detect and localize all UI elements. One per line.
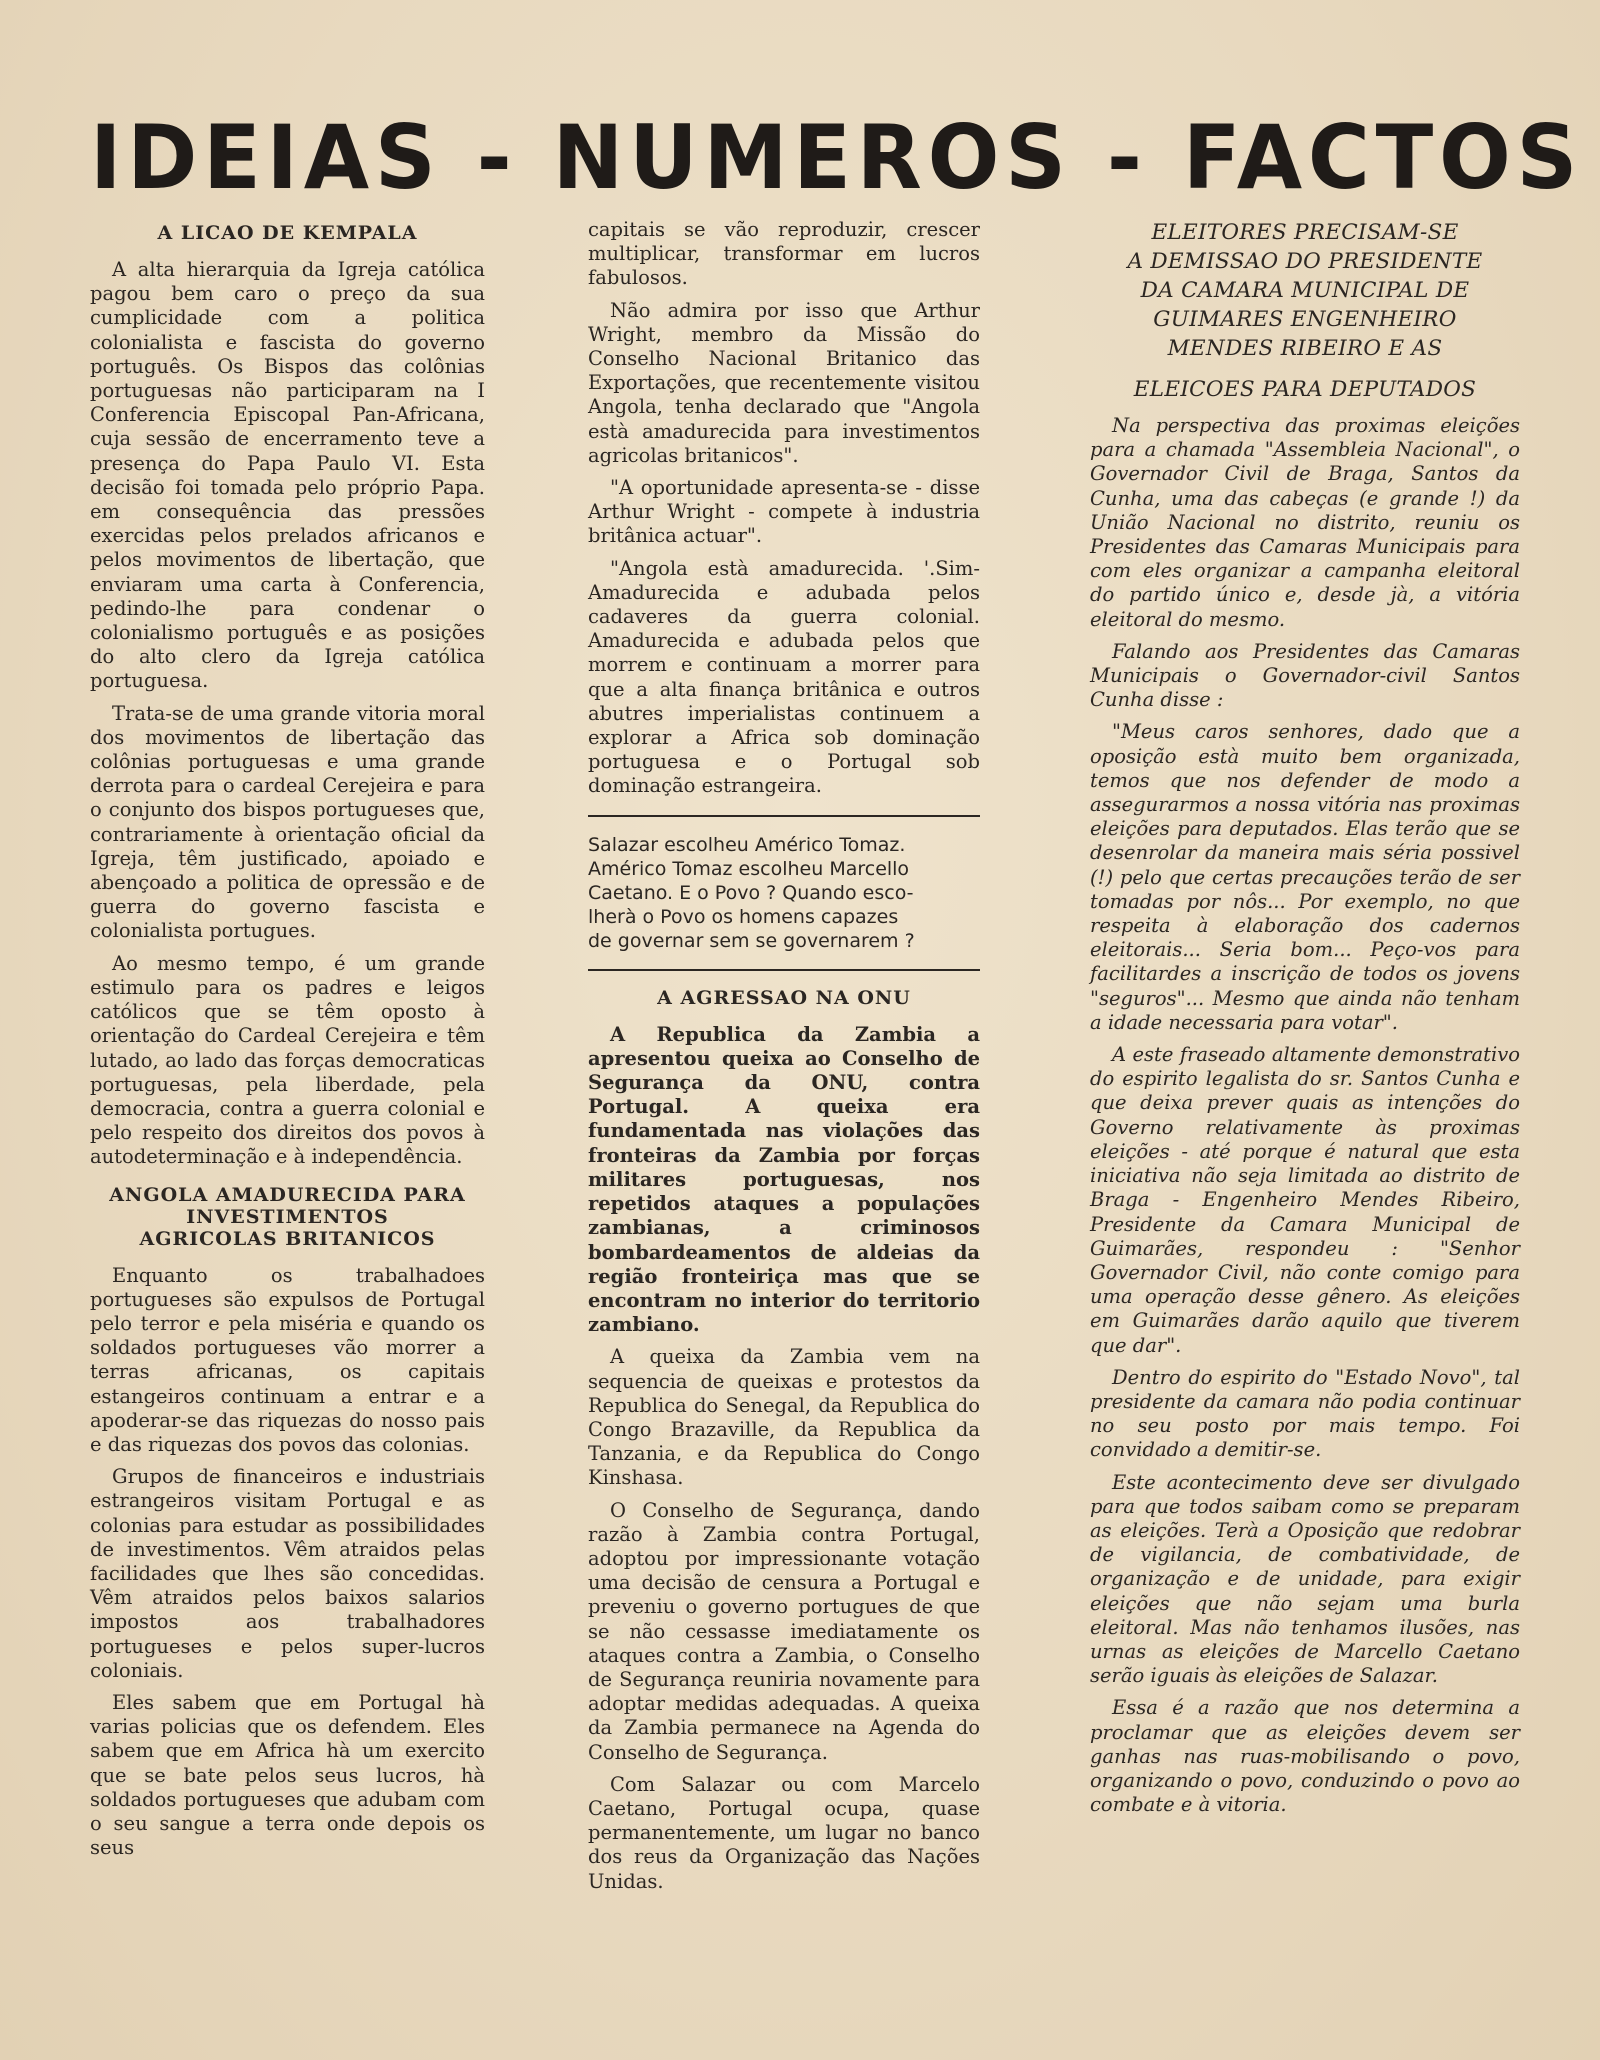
column-left (90, 218, 485, 1868)
article-paragraph: Grupos de financeiros e industriais estrangeiros visitam Portugal e as colonias para estudar as possibilidades de investimentos. Vêm atraidos pelas facilidades que lhes são concedidas. Vêm atraidos pelos baixos salarios impostos aos trabalhadores portugueses e pelos super-lucros coloniais. (90, 1465, 485, 1682)
article-paragraph: A alta hierarquia da Igreja católica pagou bem caro o preço da sua cumplicidade com a politica colonialista e fascista do governo português. Os Bispos das colônias portuguesas não participaram na I Conferencia Episcopal Pan-Africana, cuja sessão de encerramento teve a presença do Papa Paulo VI. Esta decisão foi tomada pelo próprio Papa. em consequência das pressões exercidas pelos prelados africanos e pelos movimentos de libertação, que enviaram uma carta à Conferencia, pedindo-lhe para condenar o colonialismo português e as posições do alto clero da Igreja católica portuguesa. (90, 258, 485, 693)
column-middle (588, 218, 980, 1902)
heading-line: INVESTIMENTOS (186, 1205, 389, 1228)
article-paragraph: Enquanto os trabalhadoes portugueses são expulsos de Portugal pelo terror e pela miséria e quando os soldados portugueses vão morrer a terras africanas, os capitais estangeiros continuam a entrar e a apoderar-se das riquezas do nosso pais e das riquezas dos povos das colonias. (90, 1263, 485, 1456)
boxed-note-line: de governar sem se governarem ? (588, 929, 915, 952)
heading-line: AGRICOLAS BRITANICOS (139, 1227, 436, 1250)
heading-line: GUIMARES ENGENHEIRO (1153, 307, 1457, 332)
heading-line: ELEICOES PARA DEPUTADOS (1133, 377, 1477, 402)
article-paragraph: Dentro do espirito do "Estado Novo", tal presidente da camara não podia continuar no seu posto por mais tempo. Foi convidado a demitir-se. (1090, 1365, 1520, 1462)
article-paragraph: A Republica da Zambia a apresentou queixa ao Conselho de Segurança da ONU, contra Portugal. A queixa era fundamentada nas violações das fronteiras da Zambia por forças militares portuguesas, nos repetidos ataques a populações zambianas, a criminosos bombardeamentos de aldeias da região fronteiriça mas que se encontram no interior do territorio zambiano. (588, 1022, 980, 1337)
article-paragraph: A este fraseado altamente demonstrativo do espirito legalista do sr. Santos Cunha e que deixa prever quais as intenções do Governo relativamente às proximas eleições - até porque é natural que esta iniciativa não seja limitada ao distrito de Braga - Engenheiro Mendes Ribeiro, Presidente da Camara Municipal de Guimarães, respondeu : "Senhor Governador Civil, não conte comigo para uma operação desse gênero. As eleições em Guimarães darão aquilo que tiverem que dar". (1090, 1043, 1520, 1357)
article-paragraph: Não admira por isso que Arthur Wright, membro da Missão do Conselho Nacional Britanico das Exportações, que recentemente visitou Angola, tenha declarado que "Angola està amadurecida para investimentos agricolas britanicos". (588, 298, 980, 467)
article-heading-eleitores (1090, 218, 1520, 404)
heading-line: DA CAMARA MUNICIPAL DE (1140, 278, 1470, 303)
article-paragraph: "Meus caros senhores, dado que a oposição està muito bem organizada, temos que nos defender de modo a assegurarmos a nossa vitória nas proximas eleições para deputados. Elas terão que se desenrolar da maneira mais séria possivel (!) pelo que certas precauções terão de ser tomadas por nôs... Por exemplo, no que respeita à elaboração dos cadernos eleitorais... Seria bom... Peço-vos para facilitardes a inscrição de todos os jovens "seguros"... Mesmo que ainda não tenham a idade necessaria para votar". (1090, 720, 1520, 1034)
boxed-note-line: Américo Tomaz escolheu Marcello (588, 857, 910, 880)
masthead-title: IDEIAS - NUMEROS - FACTOS (90, 106, 1584, 209)
article-paragraph: Na perspectiva das proximas eleições para a chamada "Assembleia Nacional", o Governador Civil de Braga, Santos da Cunha, uma das cabeças (e grande !) da União Nacional no distrito, reuniu os Presidentes das Camaras Municipais para com eles organizar a campanha eleitoral do partido único e, desde jà, a vitória eleitoral do mesmo. (1090, 414, 1520, 631)
article-paragraph: A queixa da Zambia vem na sequencia de queixas e protestos da Republica do Senegal, da Republica do Congo Brazaville, da Republica da Tanzania, e da Republica do Congo Kinshasa. (588, 1345, 980, 1490)
article-paragraph: Com Salazar ou com Marcelo Caetano, Portugal ocupa, quase permanentemente, um lugar no banco dos reus da Organização das Nações Unidas. (588, 1772, 980, 1893)
article-paragraph: Essa é a razão que nos determina a proclamar que as eleições devem ser ganhas nas ruas-mobilisando o povo, organizando o povo, conduzindo o povo ao combate e à vitoria. (1090, 1696, 1520, 1817)
article-heading-kempala: A LICAO DE KEMPALA (157, 222, 418, 244)
article-paragraph: O Conselho de Segurança, dando razão à Zambia contra Portugal, adoptou por impressionante votação uma decisão de censura a Portugal e preveniu o governo portugues de que se não cessasse imediatamente os ataques contra a Zambia, o Conselho de Segurança reuniria novamente para adoptar medidas adequadas. A queixa da Zambia permanece na Agenda do Conselho de Segurança. (588, 1498, 980, 1764)
heading-line: ELEITORES PRECISAM-SE (1151, 220, 1459, 245)
heading-line: MENDES RIBEIRO E AS (1167, 336, 1443, 361)
boxed-note (588, 833, 980, 953)
boxed-note-line: Salazar escolheu Américo Tomaz. (588, 833, 906, 856)
article-paragraph: Este acontecimento deve ser divulgado para que todos saibam como se preparam as eleições. Terà a Oposição que redobrar de vigilancia, de combatividade, de organização e de unidade, para exigir eleições que não sejam uma burla eleitoral. Mas não tenhamos ilusões, nas urnas as eleições de Marcello Caetano serão iguais às eleições de Salazar. (1090, 1470, 1520, 1688)
column-right (1090, 218, 1520, 1825)
heading-line: A DEMISSAO DO PRESIDENTE (1127, 249, 1483, 274)
boxed-note-line: Caetano. E o Povo ? Quando esco- (588, 881, 914, 904)
divider-rule (588, 969, 980, 971)
article-paragraph: Falando aos Presidentes das Camaras Municipais o Governador-civil Santos Cunha disse : (1090, 639, 1520, 712)
article-paragraph: capitais se vão reproduzir, crescer multiplicar, transformar em lucros fabulosos. (588, 218, 980, 290)
article-heading-onu: A AGRESSAO NA ONU (657, 986, 911, 1009)
article-paragraph: "Angola està amadurecida. '.Sim-Amadurecida e adubada pelos cadaveres da guerra colonial. Amadurecida e adubada pelos que morrem e continuam a morrer para que a alta finança britânica e outros abutres imperialistas continuem a explorar a Africa sob dominação portuguesa e o Portugal sob dominação estrangeira. (588, 556, 980, 798)
article-paragraph: "A oportunidade apresenta-se - disse Arthur Wright - compete à industria britânica actuar". (588, 476, 980, 548)
article-heading-angola (90, 1184, 485, 1250)
article-paragraph: Ao mesmo tempo, é um grande estimulo para os padres e leigos católicos que se têm oposto à orientação do Cardeal Cerejeira e têm lutado, ao lado das forças democraticas portuguesas, pela liberdade, pela democracia, contra a guerra colonial e pelo respeito dos direitos dos povos à autodeterminação e à independência. (90, 951, 485, 1169)
boxed-note-line: lherà o Povo os homens capazes (588, 905, 899, 928)
article-paragraph: Eles sabem que em Portugal hà varias policias que os defendem. Eles sabem que em Africa hà um exercito que se bate pelos seus lucros, hà soldados portugueses que adubam com o seu sangue a terra onde depois os seus (90, 1690, 485, 1860)
article-paragraph: Trata-se de uma grande vitoria moral dos movimentos de libertação das colônias portuguesas e uma grande derrota para o cardeal Cerejeira e para o conjunto dos bispos portugueses que, contrariamente à orientação oficial da Igreja, têm justificado, apoiado e abençoado a politica de opressão e de guerra do governo fascista e colonialista portugues. (90, 701, 485, 943)
heading-line: ANGOLA AMADURECIDA PARA (109, 1183, 466, 1206)
divider-rule (588, 815, 980, 817)
